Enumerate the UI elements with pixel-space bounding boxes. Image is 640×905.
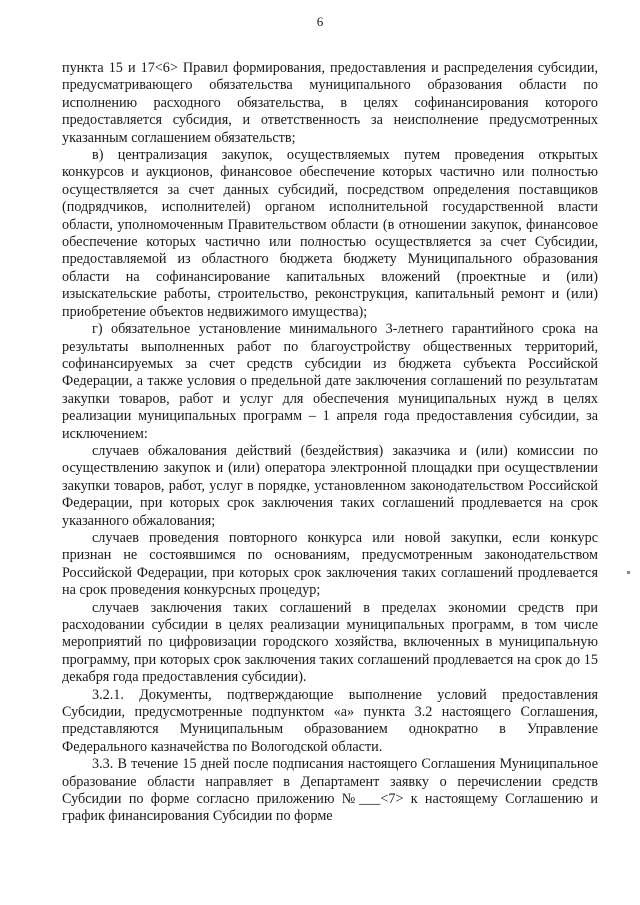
document-body [62, 60, 598, 826]
paragraph: г) обязательное установление минимального 3-летнего гарантийного срока на результаты выполненных работ по благоустройству общественных территорий, софинансируемых за счет средств субсидии из бюджета субъекта Российской Федерации, а также условия о предельной дате заключения соглашений по результатам закупки товаров, работ и услуг для обеспечения муниципальных нужд в целях реализации муниципальных программ – 1 апреля года предоставления субсидии, за исключением: [62, 321, 598, 442]
paragraph: случаев обжалования действий (бездействия) заказчика и (или) комиссии по осуществлению закупок и (или) оператора электронной площадки при осуществлении закупки товаров, работ, услуг в порядке, установленном законодательством Российской Федерации, при которых срок заключения таких соглашений продлевается на срок указанного обжалования; [62, 442, 598, 529]
paragraph: случаев заключения таких соглашений в пределах экономии средств при расходовании субсидии в целях реализации муниципальных программ, в том числе мероприятий по цифровизации городского хозяйства, включенных в муниципальную программу, при которых срок заключения таких соглашений продлевается на срок до 15 декабря года предоставления субсидии). [62, 599, 598, 686]
paragraph: пункта 15 и 17<6> Правил формирования, предоставления и распределения субсидии, предусматривающего обязательства муниципального образования области по исполнению расходного обязательства, в целях софинансирования которого предоставляется субсидия, и ответственность за неисполнение предусмотренных указанным соглашением обязательств; [62, 60, 598, 146]
paragraph: 3.3. В течение 15 дней после подписания настоящего Соглашения Муниципальное образование области направляет в Департамент заявку о перечислении средств Субсидии по форме согласно приложению №___<7> к настоящему Соглашению и график финансирования Субсидии по форме [62, 756, 598, 825]
scan-speck [627, 571, 630, 574]
paragraph: случаев проведения повторного конкурса или новой закупки, если конкурс признан не состоявшимся по основаниям, предусмотренным законодательством Российской Федерации, при которых срок заключения таких соглашений продлевается на срок проведения конкурсных процедур; [62, 529, 598, 599]
paragraph: 3.2.1. Документы, подтверждающие выполнение условий предоставления Субсидии, предусмотренные подпунктом «а» пункта 3.2 настоящего Соглашения, представляются Муниципальным образованием однократно в Управление Федерального казначейства по Вологодской области. [62, 686, 598, 755]
page-number: 6 [316, 14, 324, 29]
paragraph: в) централизация закупок, осуществляемых путем проведения открытых конкурсов и аукционов, финансовое обеспечение которых частично или полностью осуществляется за счет данных субсидий, посредством определения поставщиков (подрядчиков, исполнителей) органом исполнительной государственной власти области, уполномоченным Правительством области (в отношении закупок, финансовое обеспечение которых частично или полностью осуществляется за счет Субсидии, предоставляемой из областного бюджета бюджету Муниципального образования области на софинансирование капитальных вложений (проектные и (или) изыскательские работы, строительство, реконструкция, капитальный ремонт и (или) приобретение объектов недвижимого имущества); [62, 147, 598, 320]
